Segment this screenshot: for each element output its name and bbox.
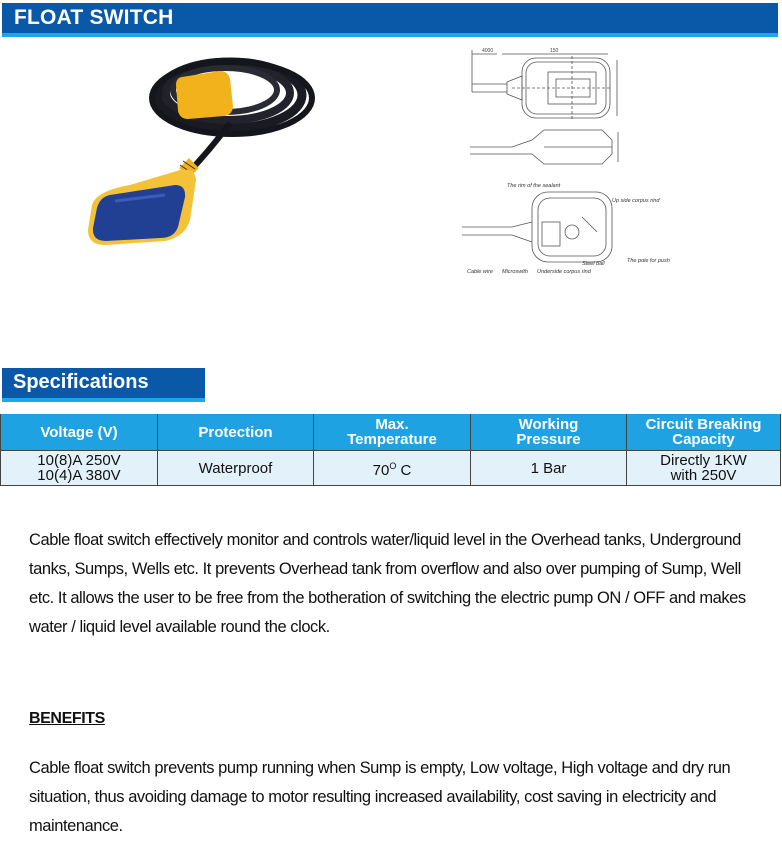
column-header-temperature: Max. Temperature	[314, 414, 471, 451]
side-view-drawing	[470, 130, 618, 164]
technical-drawing	[452, 42, 702, 282]
column-header-voltage: Voltage (V)	[1, 414, 158, 451]
specifications-bar	[2, 368, 205, 398]
cell-voltage: 10(8)A 250V 10(4)A 380V	[1, 451, 158, 486]
label-cable: Cable wire	[467, 269, 493, 275]
table-header-row	[1, 414, 781, 451]
label-underside: Underside corpus rind	[537, 269, 591, 275]
cell-capacity: Directly 1KW with 250V	[627, 451, 781, 486]
cell-protection: Waterproof	[158, 451, 314, 486]
label-rim: The rim of the sealant	[507, 183, 561, 189]
title-accent-stripe	[2, 33, 778, 37]
temperature-value: 70	[372, 461, 390, 479]
benefits-paragraph: Cable float switch prevents pump running when Sump is empty, Low voltage, High voltage and dry run situation, thus avoiding damage to motor resulting increased availability, cost saving in electricity and maintenance.	[29, 759, 731, 835]
degree-symbol: O	[389, 460, 397, 471]
cell-temperature	[314, 451, 471, 486]
dimension-body-length: 150	[550, 48, 559, 54]
dimension-cable-length: 4000	[482, 48, 494, 54]
temperature-unit: C	[396, 461, 412, 479]
specifications-table	[0, 414, 781, 486]
specifications-accent-stripe	[2, 398, 205, 402]
description-paragraph: Cable float switch effectively monitor and controls water/liquid level in the Overhead tanks, Underground tanks, Sumps, Wells etc. It prevents Overhead tank from overflow and also over pumping of Sump, Well etc. It allows the user to be free from the botheration of switching the electric pump ON / OFF and makes water / liquid level available round the clock.	[29, 531, 746, 636]
table-row	[1, 451, 781, 486]
label-steel-ball: Steel ball	[582, 261, 605, 267]
column-header-protection: Protection	[158, 414, 314, 451]
float-switch-photo	[70, 45, 320, 260]
column-header-capacity: Circuit Breaking Capacity	[627, 414, 781, 451]
label-microswitch: Microswith	[502, 269, 528, 275]
benefits-heading: BENEFITS	[29, 710, 105, 727]
cutaway-drawing	[462, 192, 612, 262]
title-bar	[2, 3, 778, 33]
label-up-side: Up side corpus rind	[612, 198, 660, 204]
cable-tag	[176, 71, 233, 119]
page-title: FLOAT SWITCH	[14, 6, 174, 29]
column-header-pressure: Working Pressure	[471, 414, 627, 451]
top-view-drawing	[472, 50, 617, 120]
specifications-title: Specifications	[13, 371, 149, 393]
cell-pressure: 1 Bar	[471, 451, 627, 486]
label-pole: The pole for push	[627, 258, 670, 264]
